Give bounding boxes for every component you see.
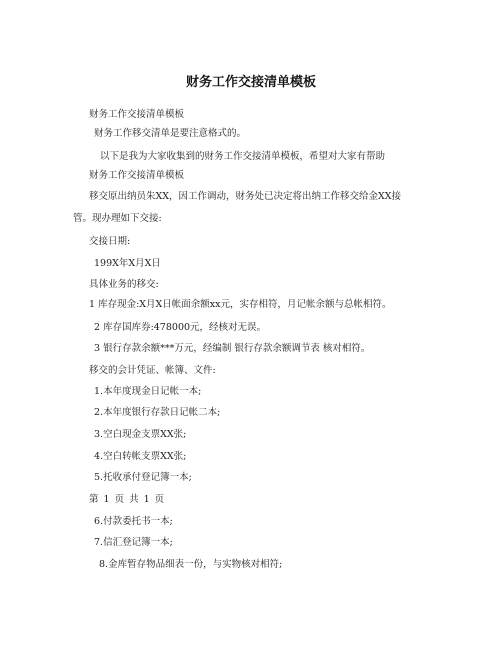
text-line: 7.信汇登记簿一本; xyxy=(94,537,173,548)
text-line: 8.金库暂存物品细表一份，与实物核对相符; xyxy=(99,559,283,570)
text-line: 4.空白转帐支票XX张; xyxy=(94,451,187,462)
text-line: 管。现办理如下交接: xyxy=(73,213,162,224)
text-line: 交接日期: xyxy=(89,236,131,247)
text-line: 2.本年度银行存款日记帐二本; xyxy=(94,407,221,418)
text-line: 5.托收承付登记簿一本; xyxy=(94,472,192,483)
text-line: 6.付款委托书一本; xyxy=(94,516,173,527)
text-line: 199X年X月X日 xyxy=(94,258,161,269)
text-line: 1 库存现金:X月X日帐面余额xx元，实存相符，月记帐余额与总帐相符。 xyxy=(89,299,392,310)
text-line: 财务工作交接清单模板 xyxy=(89,170,185,181)
text-line: 1.本年度现金日记帐一本; xyxy=(94,386,202,397)
text-line: 移交的会计凭证、帐簿、文件: xyxy=(89,365,216,376)
text-line: 财务工作交接清单模板 xyxy=(89,109,185,120)
text-line: 财务工作移交清单是要注意格式的。 xyxy=(94,128,247,139)
text-line: 移交原出纳员朱XX，因工作调动，财务处已决定将出纳工作移交给金XX接 xyxy=(89,191,402,202)
text-line: 2 库存国库券:478000元，经核对无误。 xyxy=(94,322,267,333)
text-line: 3.空白现金支票XX张; xyxy=(94,429,187,440)
page-number: 第 1 页 共 1 页 xyxy=(89,494,165,505)
page-title: 财务工作交接清单模板 xyxy=(185,75,316,90)
text-line: 具体业务的移交: xyxy=(89,279,159,290)
text-line: 以下是我为大家收集到的财务工作交接清单模板，希望对大家有帮助 xyxy=(100,151,386,162)
text-line: 3 银行存款余额***万元，经编制 银行存款余额调节表 核对相符。 xyxy=(94,343,371,354)
